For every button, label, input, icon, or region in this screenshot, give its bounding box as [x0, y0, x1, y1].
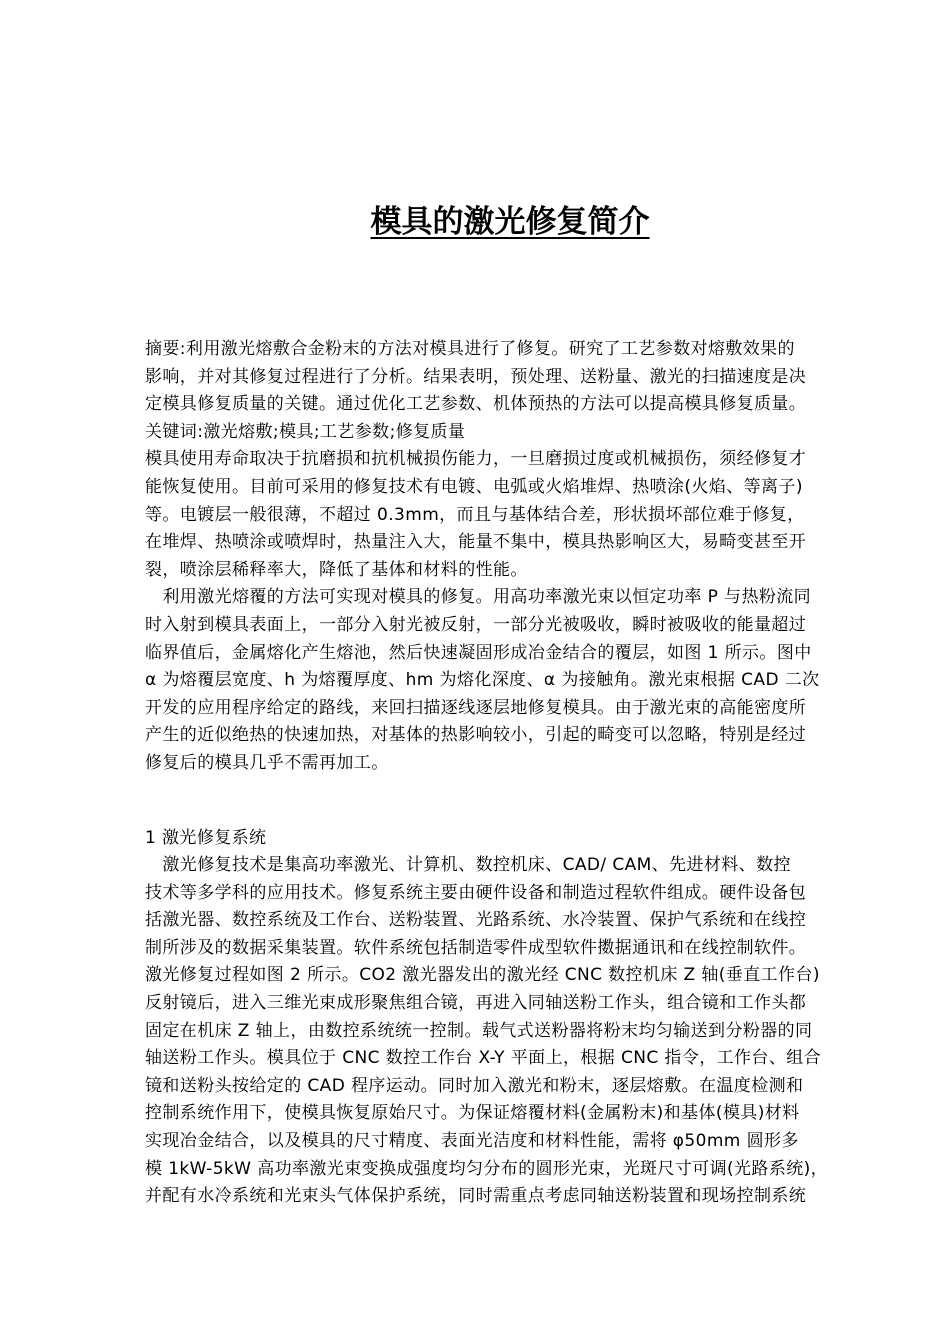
text-line: 括激光器、数控系统及工作台、送粉装置、光路系统、水冷装置、保护气系统和在线控 [145, 910, 807, 931]
text-line: 能恢复使用。目前可采用的修复技术有电镀、电弧或火焰堆焊、热喷涂(火焰、等离子) [145, 476, 803, 497]
text-line: 模 1kW-5kW 高功率激光束变换成强度均匀分布的圆形光束，光斑尺寸可调(光路系统)， [145, 1158, 829, 1179]
text-line: 控制系统作用下，使模具恢复原始尺寸。为保证熔覆材料(金属粉末)和基体(模具)材料 [145, 1103, 800, 1124]
section-block [145, 825, 880, 1211]
text-line: 临界值后，金属熔化产生熔池，然后快速凝固形成冶金结合的覆层，如图 1 所示。图中 [145, 642, 812, 663]
section-heading: 1 激光修复系统 [145, 827, 267, 848]
text-line: 开发的应用程序给定的路线，来回扫描逐线逐层地修复模具。由于激光束的高能密度所 [145, 697, 807, 718]
text-line: 轴送粉工作头。模具位于 CNC 数控工作台 X-Y 平面上，根据 CNC 指令，工作台、组合 [145, 1048, 822, 1069]
text-line: 反射镜后，进入三维光束成形聚焦组合镜，再进入同轴送粉工作头，组合镜和工作头都 [145, 993, 807, 1014]
paragraph-gap [145, 778, 880, 825]
text-line: 激光修复过程如图 2 所示。CO2 激光器发出的激光经 CNC 数控机床 Z 轴(垂直工作台) [145, 965, 820, 986]
text-line: 模具使用寿命取决于抗磨损和抗机械损伤能力，一旦磨损过度或机械损伤，须经修复才 [145, 449, 807, 470]
text-line: 修复后的模具几乎不需再加工。 [145, 752, 389, 773]
text-line: 产生的近似绝热的快速加热，对基体的热影响较小，引起的畸变可以忽略，特别是经过 [145, 725, 807, 746]
text-line: 影响，并对其修复过程进行了分析。结果表明，预处理、送粉量、激光的扫描速度是决 [145, 366, 807, 387]
text-line: 镜和送粉头按给定的 CAD 程序运动。同时加入激光和粉末，逐层熔敷。在温度检测和 [145, 1075, 804, 1096]
intro-block [145, 336, 880, 778]
text-line: 在堆焊、热喷涂或喷焊时，热量注入大，能量不集中，模具热影响区大，易畸变甚至开 [145, 532, 807, 553]
text-line: 等。电镀层一般很薄，不超过 0.3mm，而且与基体结合差，形状损坏部位难于修复， [145, 504, 805, 525]
text-line: 制所涉及的数据采集装置。软件系统包括制造零件成型软件擞据通讯和在线控制软件。 [145, 937, 807, 958]
text-line: 并配有水冷系统和光束头气体保护系统，同时需重点考虑同轴送粉装置和现场控制系统 [145, 1186, 807, 1207]
text-line: 实现冶金结合，以及模具的尺寸精度、表面光洁度和材料性能，需将 φ50mm 圆形多 [145, 1131, 799, 1152]
text-line: 激光修复技术是集高功率激光、计算机、数控机床、CAD/ CAM、先进材料、数控 [145, 855, 791, 876]
text-line: α 为熔覆层宽度、h 为熔覆厚度、hm 为熔化深度、α 为接触角。激光束根据 CAD 二次 [145, 670, 820, 691]
text-line: 时入射到模具表面上，一部分入射光被反射，一部分光被吸收，瞬时被吸收的能量超过 [145, 614, 807, 635]
text-line: 利用激光熔覆的方法可实现对模具的修复。用高功率激光束以恒定功率 P 与热粉流同 [145, 587, 812, 608]
document-title: 模具的激光修复简介 [370, 204, 650, 240]
keywords-line: 关键词:激光熔敷;模具;工艺参数;修复质量 [145, 421, 466, 442]
text-line: 固定在机床 Z 轴上，由数控系统统一控制。载气式送粉器将粉末均匀输送到分粉器的同 [145, 1020, 813, 1041]
text-line: 裂，喷涂层稀释率大，降低了基体和材料的性能。 [145, 559, 528, 580]
text-line: 摘要:利用激光熔敷合金粉末的方法对模具进行了修复。研究了工艺参数对熔敷效果的 [145, 339, 795, 359]
text-line: 定模具修复质量的关键。通过优化工艺参数、机体预热的方法可以提高模具修复质量。 [145, 394, 807, 415]
text-line: 技术等多学科的应用技术。修复系统主要由硬件设备和制造过程软件组成。硬件设备包 [145, 882, 807, 903]
document-body [145, 336, 880, 1211]
